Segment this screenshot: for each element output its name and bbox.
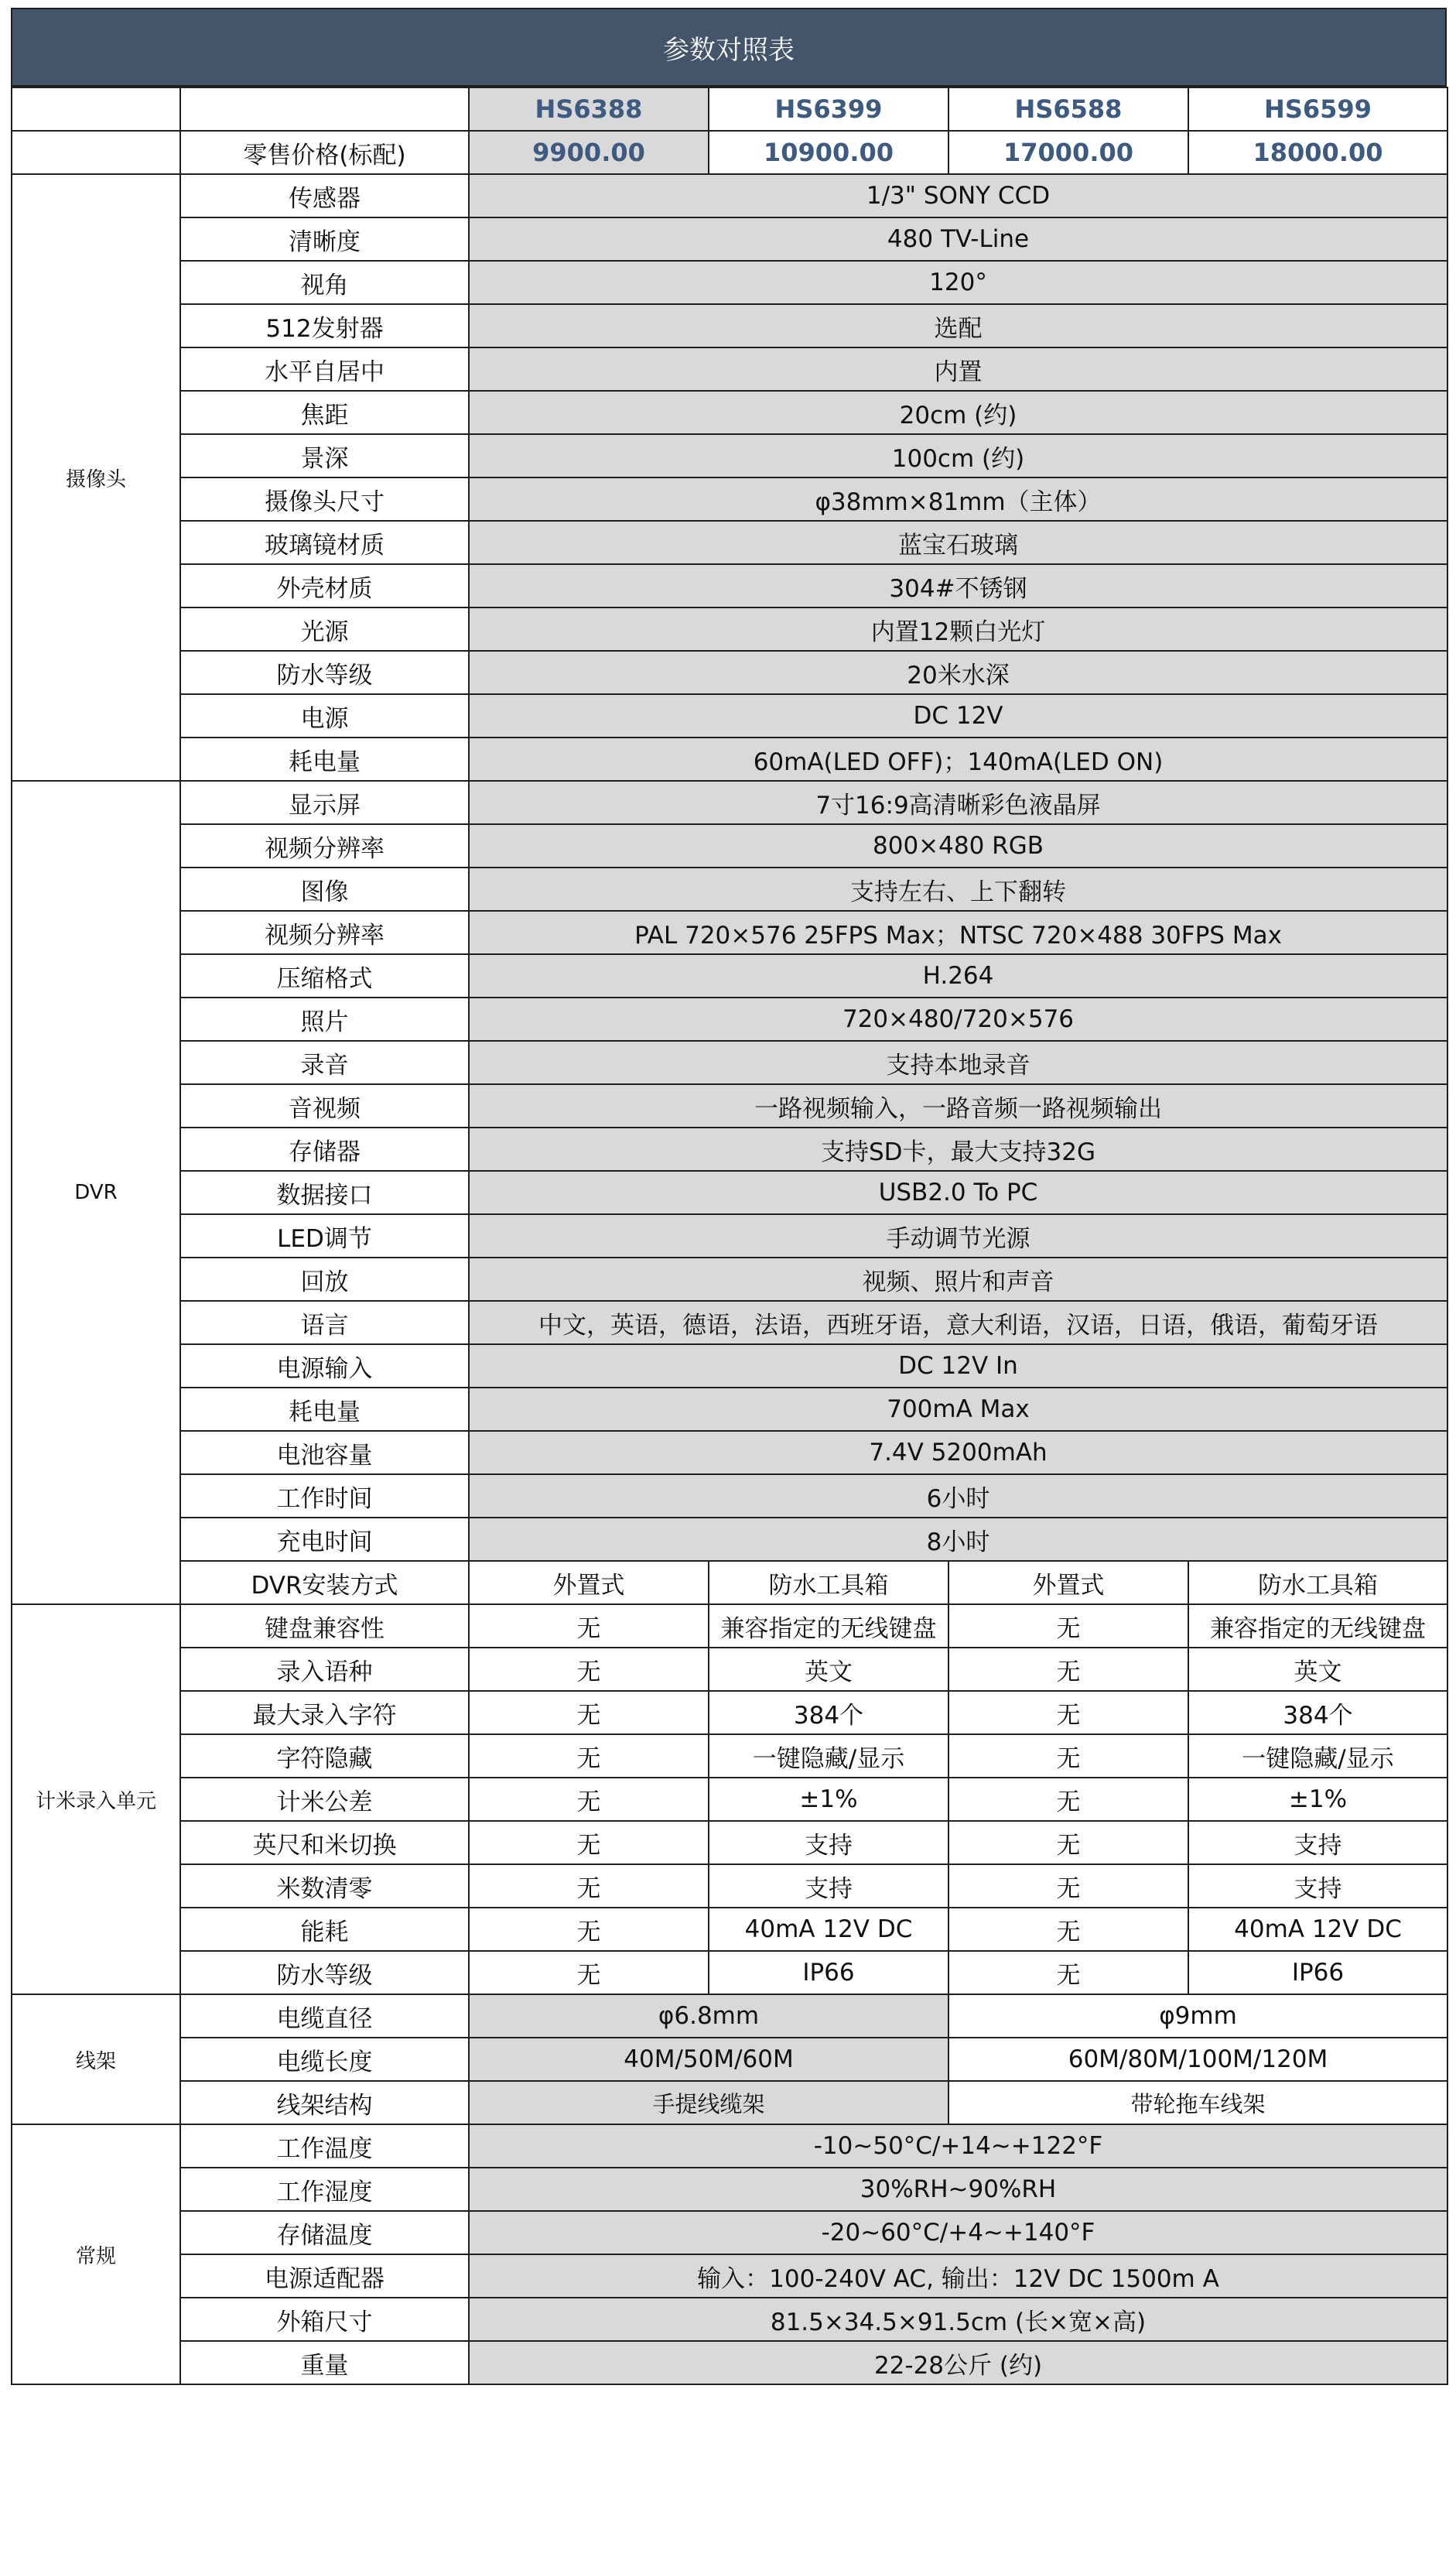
row-label: 清晰度 (180, 217, 469, 261)
table-title-text: 参数对照表 (663, 34, 795, 66)
row-label: 外箱尺寸 (180, 2298, 469, 2341)
camera-spec-row (12, 391, 1447, 434)
meter-spec-row (12, 1691, 1447, 1734)
model-value: 40mA 12V DC (1188, 1908, 1447, 1951)
row-label: 焦距 (180, 391, 469, 434)
row-value: PAL 720×576 25FPS Max；NTSC 720×488 30FPS Max (469, 911, 1447, 954)
row-value: φ38mm×81mm（主体） (469, 477, 1447, 521)
row-value: DC 12V (469, 694, 1447, 738)
row-value: 700mA Max (469, 1388, 1447, 1431)
meter-spec-row (12, 1864, 1447, 1908)
general-spec-row (12, 2341, 1447, 2384)
row-label: 电池容量 (180, 1431, 469, 1474)
model-value: 兼容指定的无线键盘 (1188, 1604, 1447, 1648)
dvr-spec-row (12, 1301, 1447, 1344)
dvr-spec-row (12, 1518, 1447, 1561)
model-value: 无 (948, 1821, 1188, 1864)
row-label: 键盘兼容性 (180, 1604, 469, 1648)
price-value: 9900.00 (469, 131, 709, 174)
row-value: 81.5×34.5×91.5cm (长×宽×高) (469, 2298, 1447, 2341)
meter-spec-row (12, 1908, 1447, 1951)
row-label: 能耗 (180, 1908, 469, 1951)
camera-spec-row (12, 217, 1447, 261)
dvr-spec-row (12, 1258, 1447, 1301)
dvr-spec-row (12, 1431, 1447, 1474)
price-row (12, 131, 1447, 174)
dvr-spec-row (12, 824, 1447, 868)
row-value: USB2.0 To PC (469, 1171, 1447, 1214)
row-value: 480 TV-Line (469, 217, 1447, 261)
row-label: 防水等级 (180, 1951, 469, 1994)
meter-spec-row (12, 1604, 1447, 1648)
model-name: HS6388 (469, 87, 709, 131)
table-title (11, 8, 1447, 87)
row-label: 存储温度 (180, 2211, 469, 2254)
row-label: 耗电量 (180, 1388, 469, 1431)
general-spec-row (12, 2124, 1447, 2168)
row-label: 回放 (180, 1258, 469, 1301)
reel-spec-row (12, 1994, 1447, 2038)
dvr-spec-row (12, 781, 1447, 824)
row-value: 支持左右、上下翻转 (469, 868, 1447, 911)
row-label: 512发射器 (180, 304, 469, 347)
row-value: -20~60°C/+4~+140°F (469, 2211, 1447, 2254)
row-value: 内置12颗白光灯 (469, 607, 1447, 651)
group-label: 线架 (12, 1994, 180, 2124)
general-spec-row (12, 2211, 1447, 2254)
model-value: ±1% (1188, 1778, 1447, 1821)
dvr-install-row (12, 1561, 1447, 1604)
row-value: 中文，英语，德语，法语，西班牙语，意大利语，汉语，日语，俄语，葡萄牙语 (469, 1301, 1447, 1344)
row-value: 800×480 RGB (469, 824, 1447, 868)
row-label: 照片 (180, 998, 469, 1041)
row-label: 音视频 (180, 1084, 469, 1128)
row-label: 电源 (180, 694, 469, 738)
reel-value: φ6.8mm (469, 1994, 948, 2038)
row-label: 数据接口 (180, 1171, 469, 1214)
price-value: 10900.00 (709, 131, 948, 174)
row-value: 蓝宝石玻璃 (469, 521, 1447, 564)
model-name: HS6588 (948, 87, 1188, 131)
model-value: 无 (948, 1778, 1188, 1821)
row-value: H.264 (469, 954, 1447, 998)
row-label: 外壳材质 (180, 564, 469, 607)
row-label: 工作时间 (180, 1474, 469, 1518)
row-value: 6小时 (469, 1474, 1447, 1518)
meter-spec-row (12, 1951, 1447, 1994)
model-value: 无 (948, 1734, 1188, 1778)
camera-spec-row (12, 347, 1447, 391)
row-value: 支持本地录音 (469, 1041, 1447, 1084)
dvr-spec-row (12, 1128, 1447, 1171)
model-value: 支持 (1188, 1864, 1447, 1908)
model-value: 无 (469, 1951, 709, 1994)
model-value: 支持 (1188, 1821, 1447, 1864)
camera-spec-row (12, 521, 1447, 564)
row-value: 8小时 (469, 1518, 1447, 1561)
row-label: 米数清零 (180, 1864, 469, 1908)
model-value: 无 (948, 1604, 1188, 1648)
model-value: 一键隐藏/显示 (709, 1734, 948, 1778)
reel-value: 手提线缆架 (469, 2081, 948, 2124)
reel-value: 带轮拖车线架 (948, 2081, 1447, 2124)
row-value: 304#不锈钢 (469, 564, 1447, 607)
blank-cell (12, 87, 180, 131)
row-value: 720×480/720×576 (469, 998, 1447, 1041)
dvr-spec-row (12, 1474, 1447, 1518)
dvr-spec-row (12, 868, 1447, 911)
row-label: 零售价格(标配) (180, 131, 469, 174)
row-value: 100cm (约) (469, 434, 1447, 477)
row-label: 字符隐藏 (180, 1734, 469, 1778)
meter-spec-row (12, 1734, 1447, 1778)
spec-sheet (11, 8, 1447, 2385)
row-label: 视频分辨率 (180, 911, 469, 954)
row-label: 存储器 (180, 1128, 469, 1171)
camera-spec-row (12, 261, 1447, 304)
row-label: 计米公差 (180, 1778, 469, 1821)
model-value: 384个 (1188, 1691, 1447, 1734)
row-label: 工作温度 (180, 2124, 469, 2168)
model-value: 无 (469, 1648, 709, 1691)
row-label: 电源适配器 (180, 2254, 469, 2298)
model-value: 无 (948, 1951, 1188, 1994)
row-value: 视频、照片和声音 (469, 1258, 1447, 1301)
model-value: 英文 (709, 1648, 948, 1691)
camera-spec-row (12, 174, 1447, 217)
row-label: 视频分辨率 (180, 824, 469, 868)
dvr-spec-row (12, 1084, 1447, 1128)
row-label: 线架结构 (180, 2081, 469, 2124)
row-label: LED调节 (180, 1214, 469, 1258)
dvr-spec-row (12, 1041, 1447, 1084)
model-value: 无 (469, 1734, 709, 1778)
model-value: 英文 (1188, 1648, 1447, 1691)
dvr-spec-row (12, 1388, 1447, 1431)
model-value: 384个 (709, 1691, 948, 1734)
blank-cell (180, 87, 469, 131)
model-value: 无 (469, 1691, 709, 1734)
model-value: IP66 (709, 1951, 948, 1994)
model-value: 无 (948, 1864, 1188, 1908)
row-label: 摄像头尺寸 (180, 477, 469, 521)
row-value: 内置 (469, 347, 1447, 391)
camera-spec-row (12, 434, 1447, 477)
model-value: 无 (469, 1778, 709, 1821)
model-value: 外置式 (469, 1561, 709, 1604)
group-label: 摄像头 (12, 174, 180, 781)
dvr-spec-row (12, 954, 1447, 998)
model-value: 无 (948, 1648, 1188, 1691)
row-value: 支持SD卡，最大支持32G (469, 1128, 1447, 1171)
row-label: 充电时间 (180, 1518, 469, 1561)
row-value: 1/3" SONY CCD (469, 174, 1447, 217)
reel-value: φ9mm (948, 1994, 1447, 2038)
row-value: 60mA(LED OFF)；140mA(LED ON) (469, 738, 1447, 781)
model-value: 无 (469, 1864, 709, 1908)
row-label: 电源输入 (180, 1344, 469, 1388)
meter-spec-row (12, 1648, 1447, 1691)
camera-spec-row (12, 477, 1447, 521)
group-label: 常规 (12, 2124, 180, 2384)
row-label: 重量 (180, 2341, 469, 2384)
row-value: 选配 (469, 304, 1447, 347)
model-value: 支持 (709, 1864, 948, 1908)
model-value: 40mA 12V DC (709, 1908, 948, 1951)
row-label: 录音 (180, 1041, 469, 1084)
row-value: 7寸16:9高清晰彩色液晶屏 (469, 781, 1447, 824)
reel-spec-row (12, 2038, 1447, 2081)
dvr-spec-row (12, 911, 1447, 954)
row-label: 显示屏 (180, 781, 469, 824)
row-label: 英尺和米切换 (180, 1821, 469, 1864)
camera-spec-row (12, 564, 1447, 607)
row-label: DVR安装方式 (180, 1561, 469, 1604)
model-value: 支持 (709, 1821, 948, 1864)
row-label: 电缆长度 (180, 2038, 469, 2081)
row-label: 景深 (180, 434, 469, 477)
reel-value: 60M/80M/100M/120M (948, 2038, 1447, 2081)
camera-spec-row (12, 304, 1447, 347)
model-value: ±1% (709, 1778, 948, 1821)
group-label: 计米录入单元 (12, 1604, 180, 1994)
row-label: 视角 (180, 261, 469, 304)
general-spec-row (12, 2254, 1447, 2298)
general-spec-row (12, 2168, 1447, 2211)
row-label: 压缩格式 (180, 954, 469, 998)
row-label: 录入语种 (180, 1648, 469, 1691)
dvr-spec-row (12, 1344, 1447, 1388)
camera-spec-row (12, 694, 1447, 738)
meter-spec-row (12, 1821, 1447, 1864)
row-value: 120° (469, 261, 1447, 304)
general-spec-row (12, 2298, 1447, 2341)
row-label: 最大录入字符 (180, 1691, 469, 1734)
row-label: 电缆直径 (180, 1994, 469, 2038)
model-value: 防水工具箱 (709, 1561, 948, 1604)
row-value: 20cm (约) (469, 391, 1447, 434)
model-value: 一键隐藏/显示 (1188, 1734, 1447, 1778)
model-value: 无 (948, 1908, 1188, 1951)
row-label: 传感器 (180, 174, 469, 217)
price-value: 18000.00 (1188, 131, 1447, 174)
camera-spec-row (12, 651, 1447, 694)
row-value: 30%RH~90%RH (469, 2168, 1447, 2211)
row-label: 耗电量 (180, 738, 469, 781)
meter-spec-row (12, 1778, 1447, 1821)
reel-value: 40M/50M/60M (469, 2038, 948, 2081)
row-label: 语言 (180, 1301, 469, 1344)
row-value: 手动调节光源 (469, 1214, 1447, 1258)
row-label: 工作湿度 (180, 2168, 469, 2211)
row-label: 图像 (180, 868, 469, 911)
row-label: 玻璃镜材质 (180, 521, 469, 564)
row-value: DC 12V In (469, 1344, 1447, 1388)
model-value: 兼容指定的无线键盘 (709, 1604, 948, 1648)
model-value: 无 (469, 1821, 709, 1864)
model-value: 防水工具箱 (1188, 1561, 1447, 1604)
row-value: -10~50°C/+14~+122°F (469, 2124, 1447, 2168)
spec-table-body (12, 87, 1447, 2384)
blank-cell (12, 131, 180, 174)
model-value: 无 (948, 1691, 1188, 1734)
dvr-spec-row (12, 1171, 1447, 1214)
row-label: 光源 (180, 607, 469, 651)
model-name: HS6399 (709, 87, 948, 131)
model-value: IP66 (1188, 1951, 1447, 1994)
dvr-spec-row (12, 1214, 1447, 1258)
row-value: 20米水深 (469, 651, 1447, 694)
model-header-row (12, 87, 1447, 131)
model-value: 无 (469, 1604, 709, 1648)
row-label: 防水等级 (180, 651, 469, 694)
price-value: 17000.00 (948, 131, 1188, 174)
row-value: 一路视频输入，一路音频一路视频输出 (469, 1084, 1447, 1128)
camera-spec-row (12, 738, 1447, 781)
reel-spec-row (12, 2081, 1447, 2124)
camera-spec-row (12, 607, 1447, 651)
row-value: 22-28公斤 (约) (469, 2341, 1447, 2384)
row-value: 输入：100-240V AC, 输出：12V DC 1500m A (469, 2254, 1447, 2298)
model-value: 无 (469, 1908, 709, 1951)
group-label: DVR (12, 781, 180, 1604)
spec-table (11, 87, 1448, 2385)
dvr-spec-row (12, 998, 1447, 1041)
row-value: 7.4V 5200mAh (469, 1431, 1447, 1474)
model-value: 外置式 (948, 1561, 1188, 1604)
row-label: 水平自居中 (180, 347, 469, 391)
model-name: HS6599 (1188, 87, 1447, 131)
